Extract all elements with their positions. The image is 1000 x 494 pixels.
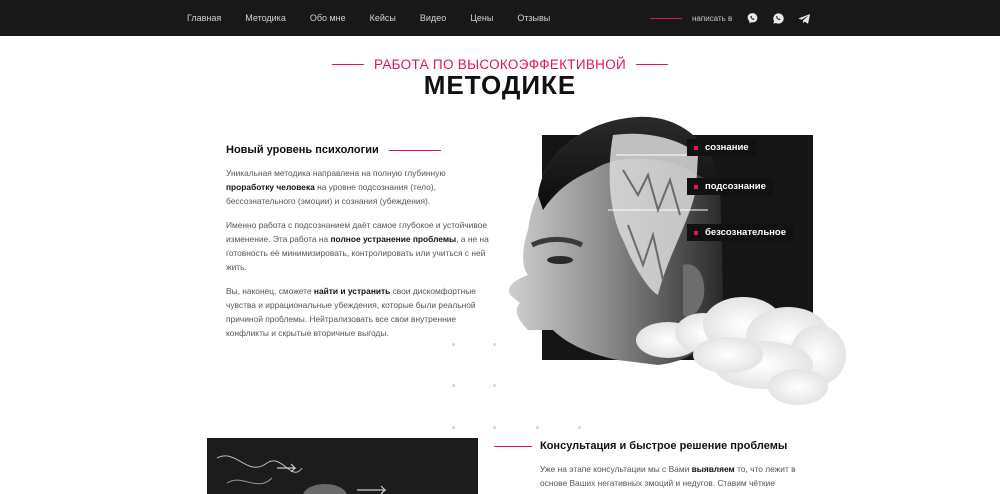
heading-line bbox=[494, 446, 532, 447]
nav-item-reviews[interactable]: Отзывы bbox=[517, 13, 551, 23]
consultation-heading: Консультация и быстрое решение проблемы bbox=[540, 440, 788, 452]
label-unconscious: безсознательное bbox=[687, 224, 793, 241]
top-navbar bbox=[0, 0, 1000, 36]
contact-divider bbox=[650, 18, 682, 19]
contact-label: написать в bbox=[692, 13, 733, 23]
heading-line bbox=[389, 150, 441, 151]
paragraph-3: Вы, наконец, сможете найти и устранить свои дискомфортные чувства и иррациональные убеждения, которые были реальной причиной проблемы. Нейтрализовать все свои внутренние конфликты и скрытые вторичные выгоды. bbox=[226, 286, 476, 338]
section-title: МЕТОДИКЕ bbox=[423, 70, 577, 100]
label-subconscious: подсознание bbox=[687, 178, 773, 195]
decor-dot bbox=[493, 384, 496, 387]
decor-dot bbox=[452, 426, 455, 429]
decor-dot bbox=[452, 384, 455, 387]
viber-icon[interactable] bbox=[746, 12, 759, 25]
decor-dot bbox=[452, 343, 455, 346]
decor-dot bbox=[493, 426, 496, 429]
label-consciousness: сознание bbox=[687, 139, 756, 156]
consultation-block bbox=[494, 440, 814, 490]
section-subtitle: РАБОТА ПО ВЫСОКОЭФФЕКТИВНОЙ bbox=[373, 57, 627, 72]
head-illustration bbox=[498, 115, 853, 415]
block-heading: Новый уровень психологии bbox=[226, 144, 379, 156]
subtitle-line-left bbox=[332, 64, 364, 65]
nav-item-cases[interactable]: Кейсы bbox=[369, 13, 396, 23]
nav-item-video[interactable]: Видео bbox=[419, 13, 447, 23]
whatsapp-icon[interactable] bbox=[772, 12, 785, 25]
nav-item-home[interactable]: Главная bbox=[187, 13, 222, 23]
consultation-image-art bbox=[207, 438, 478, 494]
decor-dot bbox=[578, 426, 581, 429]
telegram-icon[interactable] bbox=[798, 12, 811, 25]
main-nav bbox=[187, 0, 574, 36]
decor-dot bbox=[536, 426, 539, 429]
paragraph-1: Уникальная методика направлена на полную глубинную проработку человека на уровне подсознания (тело), бессознательного (эмоции) и сознания (убеждения). bbox=[226, 168, 446, 206]
label-bullet bbox=[694, 185, 698, 189]
nav-item-prices[interactable]: Цены bbox=[470, 13, 494, 23]
label-bullet bbox=[694, 231, 698, 235]
head-illustration-art bbox=[498, 115, 853, 415]
subtitle-line-right bbox=[636, 64, 668, 65]
consultation-image bbox=[207, 438, 478, 494]
decor-dot bbox=[493, 343, 496, 346]
label-bullet bbox=[694, 146, 698, 150]
consultation-paragraph: Уже на этапе консультации мы с Вами выявляем то, что лежит в основе Ваших негативных эмоций и недугов. Ставим чёткие bbox=[540, 464, 796, 488]
method-description bbox=[226, 144, 496, 350]
nav-item-about[interactable]: Обо мне bbox=[309, 13, 346, 23]
section-subtitle-row bbox=[0, 52, 1000, 72]
contact-links bbox=[650, 0, 824, 36]
paragraph-2: Именно работа с подсознанием даёт самое глубокое и устойчивое изменение. Эта работа на полное устранение проблемы, а не на готовность её минимизировать, контролировать или учиться с ней жить. bbox=[226, 220, 489, 272]
nav-item-method[interactable]: Методика bbox=[245, 13, 286, 23]
